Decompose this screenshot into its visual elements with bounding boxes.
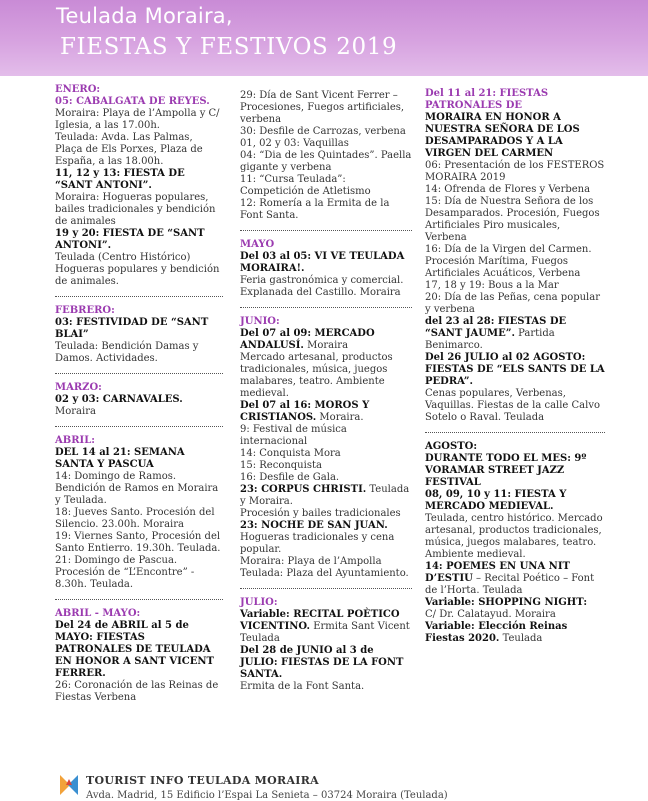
event-title: 08, 09, 10 y 11: FIESTA Y MERCADO MEDIEVAL. [425, 489, 567, 512]
event-text: 12: Romería a la Ermita de la Font Santa. [240, 198, 390, 221]
event-text: 30: Desfile de Carrozas, verbena [240, 126, 406, 137]
event-text: 16: Día de la Virgen del Carmen. Procesión Marítima, Fuegos Artificiales Acuáticos, Verbena [425, 244, 592, 279]
event-text: 15: Día de Nuestra Señora de los Desamparados. Procesión, Fuegos Artificiales Piro musicales, Verbena [425, 196, 600, 243]
event-text: 06: Presentación de los FESTEROS MORAIRA 2019 [425, 160, 605, 183]
section-febrero [55, 305, 223, 374]
page-header [0, 0, 648, 76]
column-1 [55, 84, 223, 720]
event-text: 26: Coronación de las Reinas de Fiestas Verbena [55, 680, 219, 703]
event-title: MORAIRA EN HONOR A NUESTRA SEÑORA DE LOS DESAMPARADOS Y A LA VIRGEN DEL CARMEN [425, 112, 580, 159]
event-text: 20: Día de las Peñas, cena popular y verbena [425, 292, 600, 315]
event-title: Del 28 de JUNIO al 3 de JULIO: FIESTAS DE LA FONT SANTA. [240, 645, 404, 680]
event-text: 21: Domingo de Pascua. Procesión de “L’Encontre” - 8.30h. Teulada. [55, 555, 195, 590]
section-enero [55, 84, 223, 297]
month-label: FEBRERO: [55, 305, 115, 316]
event-text: 04: “Dia de les Quintades”. Paella gigante y verbena [240, 150, 412, 173]
event-text: 11: “Cursa Teulada”: Competición de Atletismo [240, 174, 371, 197]
event-text: 14: Domingo de Ramos. Bendición de Ramos en Moraira y Teulada. [55, 471, 219, 506]
event-title: Del 07 al 16: MOROS Y CRISTIANOS. [240, 400, 370, 423]
event-title: 19 y 20: FIESTA DE “SANT ANTONI”. [55, 228, 205, 251]
event-text: 01, 02 y 03: Vaquillas [240, 138, 349, 149]
event-title: Variable: SHOPPING NIGHT: [425, 597, 588, 608]
event-text: 14: Ofrenda de Flores y Verbena [425, 184, 591, 195]
event-text: Moraira. [316, 412, 364, 423]
event-text: Ermita de la Font Santa. [240, 681, 365, 692]
month-label: JUNIO: [240, 316, 280, 327]
month-label: ENERO: [55, 84, 101, 95]
event-title: 14: POEMES EN UNA NIT D’ESTIU [425, 561, 570, 584]
section-junio [240, 316, 412, 589]
month-label: MARZO: [55, 382, 102, 393]
event-title: 23: CORPUS CHRISTI. [240, 484, 367, 495]
event-text: 19: Viernes Santo, Procesión del Santo Entierro. 19.30h. Teulada. [55, 531, 221, 554]
event-text: Ermita Sant Vicent Teulada [240, 621, 410, 644]
event-text: 15: Reconquista [240, 460, 322, 471]
event-title: 23: NOCHE DE SAN JUAN. [240, 520, 388, 531]
event-text: Teulada, centro histórico. Mercado artesanal, productos tradicionales, música, juegos malabares, teatro. Ambiente medieval. [425, 513, 603, 560]
event-text: Moraira: Playa de l’Ampolla [240, 556, 382, 567]
event-title: del 23 al 28: FIESTAS DE “SANT JAUME”. [425, 316, 567, 339]
month-label: MAYO [240, 239, 275, 250]
event-text: Feria gastronómica y comercial. Explanada del Castillo. Moraira [240, 275, 404, 298]
month-label: ABRIL - MAYO: [55, 608, 141, 619]
event-text: Hogueras tradicionales y cena popular. [240, 532, 395, 555]
section-abril [55, 435, 223, 600]
event-text: 16: Desfile de Gala. [240, 472, 340, 483]
event-text: Teulada [499, 633, 543, 644]
event-text: 18: Jueves Santo. Procesión del Silencio. 23.00h. Moraira [55, 507, 215, 530]
footer [0, 770, 648, 800]
event-text: 9: Festival de música internacional [240, 424, 347, 447]
month-label: ABRIL: [55, 435, 95, 446]
section-marzo [55, 382, 223, 427]
month-label: JULIO: [240, 597, 278, 608]
event-text: Moraira [303, 340, 349, 351]
section-abril-mayo-cont [240, 90, 412, 231]
event-title: 11, 12 y 13: FIESTA DE “SANT ANTONI”. [55, 168, 185, 191]
event-title: Del 26 JULIO al 02 AGOSTO: FIESTAS DE “ELS SANTS DE LA PEDRA”. [425, 352, 605, 387]
event-title: 05: CABALGATA DE REYES. [55, 96, 210, 107]
event-text: Moraira: Playa de l’Ampolla y C/ Iglesia, a las 17.00h. [55, 108, 220, 131]
event-title: Variable: RECITAL POÈTICO VICENTINO. [240, 609, 400, 632]
header-town: Teulada Moraira, [56, 4, 233, 28]
event-text: C/ Dr. Calatayud. Moraira [425, 609, 556, 620]
month-label: AGOSTO: [425, 441, 478, 452]
event-text: Partida Benimarco. [425, 328, 555, 351]
event-text: – Recital Poético – Font de l’Horta. Teulada [425, 573, 595, 596]
event-text: Teulada (Centro Histórico) Hogueras populares y bendición de animales. [55, 252, 220, 287]
event-text: 29: Día de Sant Vicent Ferrer – Procesiones, Fuegos artificiales, verbena [240, 90, 405, 125]
event-text: Teulada y Moraira. [240, 484, 410, 507]
event-title: DEL 14 al 21: SEMANA SANTA Y PASCUA [55, 447, 185, 470]
event-title: DURANTE TODO EL MES: 9º VORAMAR STREET JAZZ FESTIVAL [425, 453, 587, 488]
event-text: Moraira [55, 406, 96, 417]
column-3 [425, 88, 605, 661]
section-mayo [240, 239, 412, 308]
section-julio [240, 597, 412, 701]
footer-title: TOURIST INFO TEULADA MORAIRA [86, 774, 320, 787]
section-abril-mayo [55, 608, 223, 712]
event-text: Mercado artesanal, productos tradicionales, música, juegos malabares, teatro. Ambiente medieval. [240, 352, 393, 399]
event-title: Variable: Elección Reinas Fiestas 2020. [425, 621, 568, 644]
event-title: Del 24 de ABRIL al 5 de MAYO: FIESTAS PATRONALES DE TEULADA EN HONOR A SANT VICENT FERRER. [55, 620, 214, 679]
event-title: Del 03 al 05: VI VE TEULADA MORAIRA!. [240, 251, 405, 274]
month-label: Del 11 al 21: FIESTAS PATRONALES DE [425, 88, 549, 111]
event-title: 02 y 03: CARNAVALES. [55, 394, 183, 405]
event-text: 17, 18 y 19: Bous a la Mar [425, 280, 559, 291]
event-text: Cenas populares, Verbenas, Vaquillas. Fiestas de la calle Calvo Sotelo o Raval. Teulada [425, 388, 601, 423]
section-agosto [425, 441, 605, 653]
event-text: Teulada: Avda. Las Palmas, Plaça de Els Porxes, Plaza de España, a las 18.00h. [55, 132, 203, 167]
event-text: Teulada: Plaza del Ayuntamiento. [240, 568, 409, 579]
section-julio-fiestas [425, 88, 605, 433]
tourist-info-logo-icon [58, 773, 80, 797]
event-text: Teulada: Bendición Damas y Damos. Actividades. [55, 341, 199, 364]
header-title: FIESTAS Y FESTIVOS 2019 [60, 34, 398, 60]
event-text: Moraira: Hogueras populares, bailes tradicionales y bendición de animales [55, 192, 216, 227]
footer-address: Avda. Madrid, 15 Edificio l’Espai La Senieta – 03724 Moraira (Teulada) [86, 790, 448, 801]
event-title: Del 07 al 09: MERCADO ANDALUSÍ. [240, 328, 375, 351]
column-2 [240, 90, 412, 709]
event-text: 14: Conquista Mora [240, 448, 341, 459]
event-text: Procesión y bailes tradicionales [240, 508, 401, 519]
event-title: 03: FESTIVIDAD DE “SANT BLAI” [55, 317, 209, 340]
